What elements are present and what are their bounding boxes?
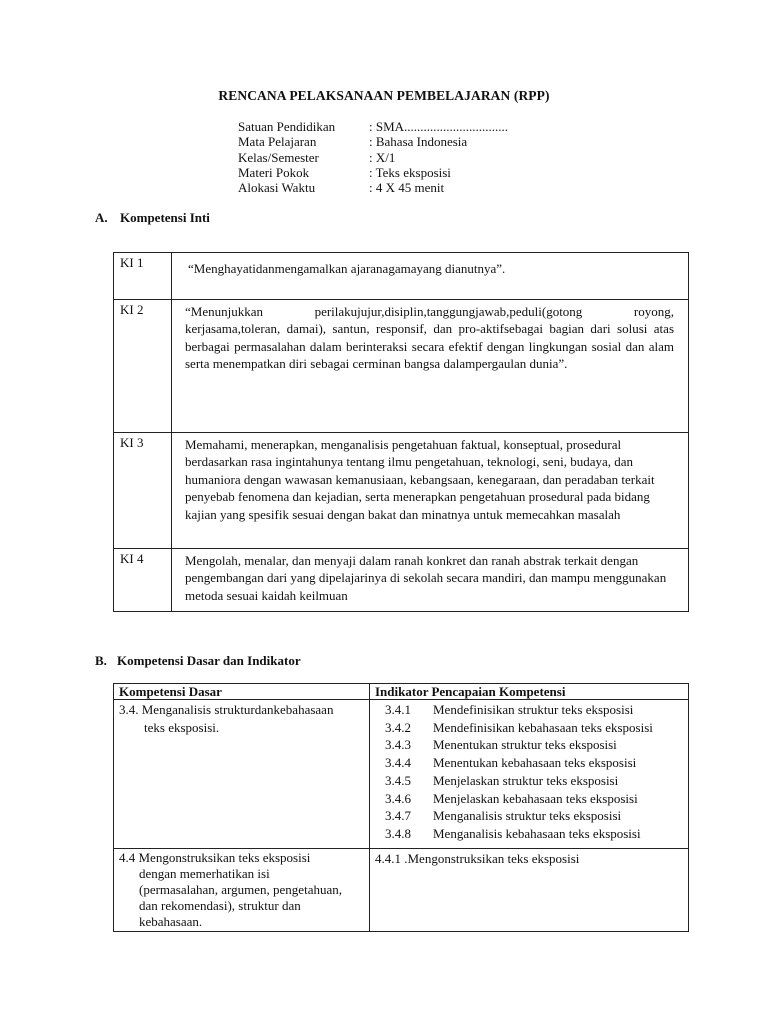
table-row (114, 433, 689, 549)
list-item (385, 772, 683, 790)
indicator-text: Mendefinisikan kebahasaan teks eksposisi (433, 719, 653, 735)
identity-value: : Bahasa Indonesia (369, 134, 468, 150)
identity-value: : 4 X 45 menit (369, 180, 445, 196)
table-row (114, 700, 689, 849)
identity-label: Materi Pokok (238, 164, 310, 180)
identity-label: Mata Pelajaran (238, 134, 317, 150)
table-row (114, 300, 689, 433)
kompetensi-dasar-table (113, 683, 689, 932)
list-item (385, 790, 683, 808)
list-item (385, 719, 683, 737)
column-header: Kompetensi Dasar (114, 684, 370, 700)
ki-code: KI 3 (114, 433, 172, 549)
indicator-cell (370, 700, 689, 849)
identity-label: Alokasi Waktu (238, 180, 316, 196)
identity-value: : X/1 (369, 149, 396, 165)
indicator-text: 4.4.1 .Mengonstruksikan teks eksposisi (375, 851, 580, 866)
list-item (385, 825, 683, 843)
ki-code: KI 1 (114, 253, 172, 300)
ki-text: Mengolah, menalar, dan menyaji dalam ranah konkret dan ranah abstrak terkait dengan pengembangan dari yang dipelajarinya di sekolah secara mandiri, dan mampu menggunakan metoda sesuai kaidah keilmuan (172, 549, 689, 612)
identity-value: : SMA................................ (369, 119, 509, 134)
indicator-text: Menentukan kebahasaan teks eksposisi (433, 755, 637, 771)
section-b-title: Kompetensi Dasar dan Indikator (117, 653, 301, 668)
ki-text-cell (172, 300, 689, 433)
indicator-number: 3.4.4 (385, 755, 411, 771)
kd-cell (114, 849, 370, 932)
identity-row (238, 180, 508, 195)
identity-label: Satuan Pendidikan (238, 119, 336, 134)
table-row (114, 549, 689, 612)
indicator-number: 3.4.6 (385, 790, 411, 806)
identity-label: Kelas/Semester (238, 149, 319, 165)
identity-row (238, 119, 508, 134)
kd-text: dan rekomendasi), struktur dan (139, 898, 301, 913)
list-item (385, 736, 683, 754)
list-item (385, 807, 683, 825)
ki-word: perilakujujur,disiplin,tanggungjawab,peduli(gotong (314, 304, 583, 319)
table-header-row (114, 684, 689, 700)
ki-word: royong, (633, 304, 674, 319)
indicator-text: Mendefinisikan struktur teks eksposisi (433, 702, 634, 717)
indicator-text: Menjelaskan kebahasaan teks eksposisi (433, 790, 638, 806)
section-b-heading (95, 653, 301, 669)
table-row (114, 849, 689, 932)
indicator-number: 3.4.2 (385, 719, 411, 735)
indicator-number: 3.4.3 (385, 737, 411, 753)
ki-code: KI 2 (114, 300, 172, 433)
kd-text: (permasalahan, argumen, pengetahuan, (139, 882, 342, 897)
table-row (114, 253, 689, 300)
list-item (385, 701, 683, 719)
kd-cell (114, 700, 370, 849)
list-item (385, 754, 683, 772)
identity-row (238, 165, 508, 180)
identity-value: : Teks eksposisi (369, 164, 451, 180)
section-a-title: Kompetensi Inti (120, 210, 210, 225)
kd-text: 3.4. Menganalisis strukturdankebahasaan (119, 702, 334, 717)
indicator-number: 3.4.5 (385, 772, 411, 788)
indicator-text: Menganalisis struktur teks eksposisi (433, 808, 622, 824)
ki-word: “Menunjukkan (185, 304, 263, 319)
identity-row (238, 150, 508, 165)
indicator-cell (370, 849, 689, 932)
section-a-heading (95, 210, 210, 226)
indicator-number: 3.4.1 (385, 702, 411, 717)
document-title: RENCANA PELAKSANAAN PEMBELAJARAN (RPP) (218, 88, 550, 103)
ki-text: kerjasama,toleran, damai), santun, responsif, dan pro-aktifsebagai bagian dari solusi atas berbagai permasalahan dalam berinteraksi secara efektif dengan lingkungan sosial dan alam serta menempatkan diri sebagai cerminan bangsa dalampergaulan dunia”. (185, 321, 674, 372)
ki-code: KI 4 (114, 549, 172, 612)
ki-text: “Menghayatidanmengamalkan ajaranagamayang dianutnya”. (172, 253, 689, 300)
identity-block (238, 119, 508, 195)
indicator-list (375, 701, 683, 843)
identity-row (238, 134, 508, 149)
ki-first-line (185, 303, 674, 320)
section-a-number: A. (95, 210, 108, 225)
column-header: Indikator Pencapaian Kompetensi (370, 684, 689, 700)
kd-text: kebahasaan. (139, 914, 203, 929)
kd-text: teks eksposisi. (144, 719, 220, 735)
indicator-number: 3.4.8 (385, 825, 411, 841)
indicator-text: Menjelaskan struktur teks eksposisi (433, 772, 619, 788)
section-b-number: B. (95, 653, 107, 668)
kompetensi-inti-table (113, 252, 689, 612)
kd-text: dengan memerhatikan isi (139, 866, 270, 881)
indicator-number: 3.4.7 (385, 808, 411, 824)
kd-text: 4.4 Mengonstruksikan teks eksposisi (119, 850, 311, 865)
indicator-text: Menentukan struktur teks eksposisi (433, 737, 617, 753)
ki-text: Memahami, menerapkan, menganalisis pengetahuan faktual, konseptual, prosedural berdasarkan rasa ingintahunya tentang ilmu pengetahuan, teknologi, seni, budaya, dan humaniora dengan wawasan kemanusiaan, kebangsaan, kenegaraan, dan peradaban terkait penyebab fenomena dan kejadian, serta menerapkan pengetahuan prosedural pada bidang kajian yang spesifik sesuai dengan bakat dan minatnya untuk memecahkan masalah (172, 433, 689, 549)
indicator-text: Menganalisis kebahasaan teks eksposisi (433, 825, 641, 841)
